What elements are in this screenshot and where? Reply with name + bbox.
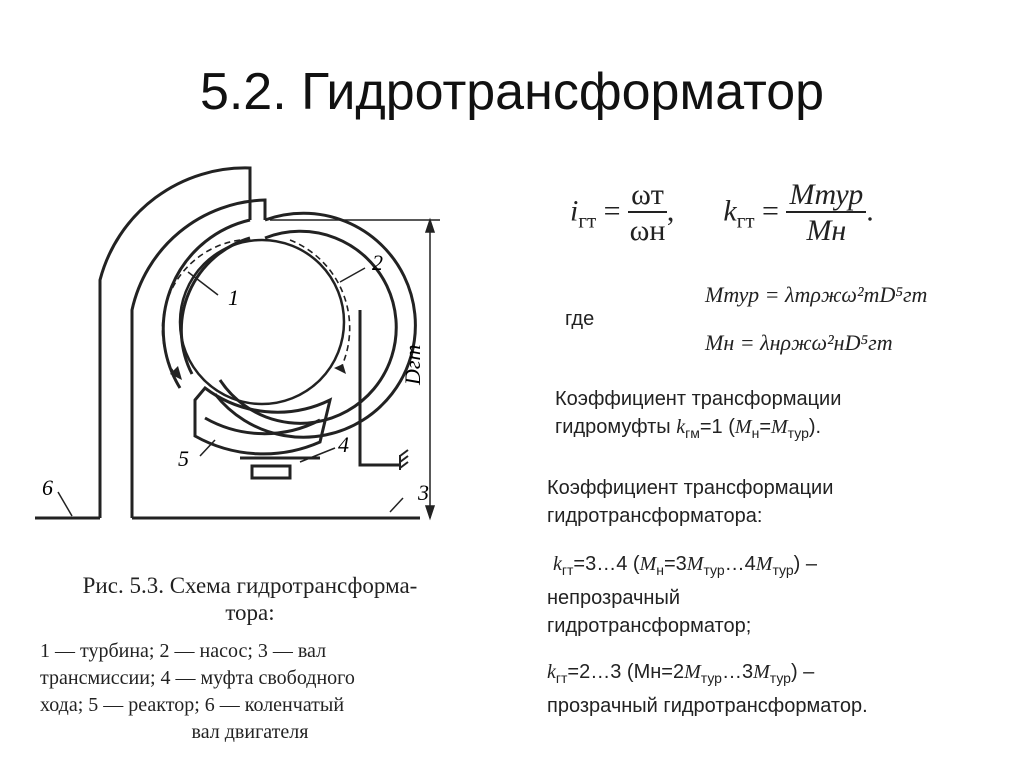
label-dgt: Dгт: [400, 344, 425, 385]
k-fraction: $\frac{\text{Mтур}}{Mн}$: [786, 178, 866, 249]
pump-ring: [215, 213, 415, 437]
freewheel-clutch: [252, 466, 290, 478]
reactor-block: [195, 388, 330, 454]
figure-caption-legend: 1 — турбина; 2 — насос; 3 — вал трансмиссии; 4 — муфта свободного хода; 5 — реактор; 6 — коленчатый вал двигателя: [40, 640, 355, 743]
label-2: 2: [372, 250, 383, 275]
label-1: 1: [228, 285, 239, 310]
m-n-formula: Mн = λнρжω²нD⁵гт: [705, 330, 893, 355]
i-fraction: $\frac{\omega т}{\omega н}$: [629, 178, 666, 247]
label-6: 6: [42, 475, 53, 500]
housing-outline: [100, 168, 250, 518]
page-title: 5.2. Гидротрансформатор: [199, 63, 825, 121]
inner-core: [180, 240, 344, 404]
label-3: 3: [418, 480, 429, 505]
label-4: 4: [338, 432, 349, 457]
turbine-ring-inner: [181, 238, 250, 374]
label-5: 5: [178, 446, 189, 471]
paragraph-converter: Коэффициент трансформации гидротрансформатора:: [547, 477, 834, 527]
paragraph-transparent: $k_{гт}=2\dots 3$ $(Mн=2M_{тур}\dots 3M_{тур})$ – прозрачный гидротрансформатор.: [547, 661, 868, 717]
m-tur-formula: Mтур = λтρжω²тD⁵гт: [705, 282, 928, 307]
right-wall: [360, 310, 400, 465]
pump-ring-inner: [220, 231, 396, 423]
paragraph-coupling: Коэффициент трансформации гидромуфты $k_{гм}=1$ $(M_н=M_{тур})$.: [555, 388, 842, 441]
ratio-formulas: $i_{гт}$ = $\frac{\omega т}{\omega н}$ , $k_{гт}$ = $\frac{\text{Mтур}}{Mн}$ .: [570, 178, 874, 247]
paragraph-opaque: $k_{гт}=3\dots 4$ $(M_н=3M_{тур}\dots 4M_{тур})$ – непрозрачный гидротрансформатор;: [547, 553, 818, 637]
torque-converter-diagram: [0, 160, 470, 560]
figure-caption-title: Рис. 5.3. Схема гидротрансформа- тора:: [82, 573, 418, 625]
where-label: где: [565, 308, 595, 330]
